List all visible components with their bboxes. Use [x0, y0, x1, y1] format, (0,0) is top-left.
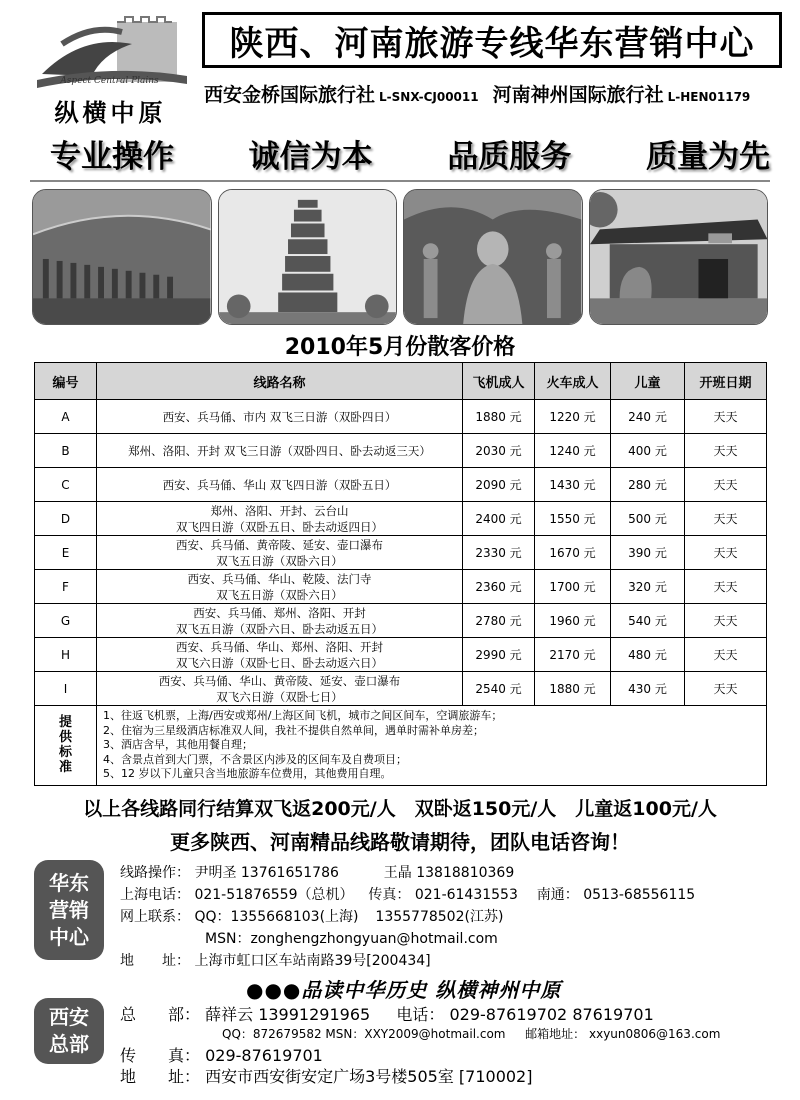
note-item: 4、含景点首到大门票，不含景区内涉及的区间车及自费项目；: [103, 752, 407, 766]
route-name: [97, 434, 463, 468]
child-price: 480 元: [611, 638, 685, 672]
route-line-2: 双飞五日游（双卧六日、卧去动返五日）: [176, 621, 383, 636]
train-adult-price: 1880 元: [535, 672, 611, 706]
photo-strip: [32, 189, 768, 325]
online-contact-line: [120, 906, 503, 926]
route-name: [97, 536, 463, 570]
table-row: [35, 468, 767, 502]
settlement-rebate-text: 以上各线路同行结算双飞返200元/人 双卧返150元/人 儿童返100元/人: [83, 798, 717, 820]
agency-1-name: 西安金桥国际旅行社: [204, 84, 376, 106]
air-adult-price: 2360 元: [463, 570, 535, 604]
route-id: H: [35, 638, 97, 672]
slogans: [50, 130, 770, 176]
air-adult-price: 2330 元: [463, 536, 535, 570]
shanghai-fax: 021-61431553: [414, 887, 518, 903]
promo-text: 更多陕西、河南精品线路敬请期待，团队电话咨询！: [170, 830, 630, 854]
route-line-1: 西安、兵马俑、华山 双飞四日游（双卧五日）: [162, 477, 397, 492]
slogan: 品质服务: [447, 138, 572, 175]
badge-line: 中心: [49, 924, 89, 949]
air-adult-price: 2090 元: [463, 468, 535, 502]
table-row: [35, 638, 767, 672]
train-adult-price: 1220 元: [535, 400, 611, 434]
route-name: [97, 604, 463, 638]
qq-jiangsu: 1355778502(江苏): [375, 909, 504, 925]
train-adult-price: 1670 元: [535, 536, 611, 570]
price-table-title: 2010年5月份散客价格: [284, 335, 516, 360]
route-line-1: 西安、兵马俑、黄帝陵、延安、壶口瀑布: [176, 537, 383, 552]
route-line-2: 双飞四日游（双卧五日、卧去动返四日）: [176, 519, 383, 534]
route-name: [97, 672, 463, 706]
msn-line: [205, 928, 498, 948]
agency-line: [204, 80, 794, 110]
qq-shanghai: QQ：1355668103(上海): [194, 909, 359, 925]
hq-mail: xxyun0806@163.com: [588, 1027, 721, 1041]
hq-label: 总 部：: [120, 1005, 201, 1024]
hq-address-line: [120, 1064, 532, 1087]
ops-person-1: 尹明圣 13761651786: [194, 865, 339, 881]
price-table: [34, 362, 767, 786]
route-id: E: [35, 536, 97, 570]
hq-contact-line: [120, 1002, 654, 1025]
route-id: B: [35, 434, 97, 468]
shanghai-address-line: [120, 950, 431, 970]
air-adult-price: 2030 元: [463, 434, 535, 468]
note-item: 3、酒店含早，其他用餐自理；: [103, 738, 253, 751]
agency-1-code: L-SNX-CJ00011: [379, 90, 479, 104]
air-adult-price: 2400 元: [463, 502, 535, 536]
departure-days: 天天: [685, 434, 767, 468]
child-price: 400 元: [611, 434, 685, 468]
nantong-phone: 0513-68556115: [583, 887, 696, 903]
notes-row: [35, 706, 767, 786]
route-line-1: 西安、兵马俑、华山、乾陵、法门寺: [187, 571, 372, 586]
departure-days: 天天: [685, 638, 767, 672]
address-label: 地 址：: [120, 953, 190, 969]
table-row: [35, 502, 767, 536]
slogan: 诚信为本: [248, 138, 373, 175]
train-adult-price: 1550 元: [535, 502, 611, 536]
note-item: 2、住宿为三星级酒店标准双人间，我社不提供自然单间，遇单时需补单房差；: [103, 723, 484, 737]
hq-address-label: 地 址：: [120, 1067, 201, 1086]
logo-english-name: Aspect Central Plains: [60, 76, 159, 86]
divider: [30, 180, 770, 182]
route-id: C: [35, 468, 97, 502]
hq-online-line: [222, 1025, 720, 1042]
column-header: 火车成人: [535, 363, 611, 400]
train-adult-price: 1430 元: [535, 468, 611, 502]
fax-label: 传真：: [368, 887, 411, 903]
train-adult-price: 1960 元: [535, 604, 611, 638]
route-line-2: 双飞五日游（双卧六日）: [216, 587, 343, 602]
route-name: [97, 638, 463, 672]
terracotta-warriors-photo: [32, 189, 212, 325]
child-price: 240 元: [611, 400, 685, 434]
hq-tel: 029-87619702 87619701: [449, 1005, 654, 1024]
column-header: 飞机成人: [463, 363, 535, 400]
train-adult-price: 1240 元: [535, 434, 611, 468]
note-item: 1、往返飞机票，上海/西安或郑州/上海区间飞机，城市之间区间车，空调旅游车；: [103, 709, 503, 722]
notes-label-cell: [35, 706, 97, 786]
departure-days: 天天: [685, 536, 767, 570]
phone-label: 上海电话：: [120, 887, 190, 903]
hq-qq-msn: QQ：872679582 MSN：XXY2009@hotmail.com: [222, 1027, 506, 1041]
departure-days: 天天: [685, 672, 767, 706]
agency-2-code: L-HEN01179: [667, 90, 751, 104]
route-line-1: 郑州、洛阳、开封、云台山: [210, 503, 349, 518]
air-adult-price: 2780 元: [463, 604, 535, 638]
badge-line: 营销: [49, 897, 89, 922]
air-adult-price: 2990 元: [463, 638, 535, 672]
column-header: 编号: [35, 363, 97, 400]
xian-hq-badge: [34, 998, 104, 1064]
child-price: 500 元: [611, 502, 685, 536]
badge-line: 西安: [49, 1005, 89, 1029]
route-line-2: 双飞六日游（双卧七日、卧去动返六日）: [176, 655, 383, 670]
route-line-2: 双飞五日游（双卧六日）: [216, 553, 343, 568]
msn-contact: MSN：zonghengzhongyuan@hotmail.com: [205, 931, 498, 947]
route-id: F: [35, 570, 97, 604]
brand-motto: ●●●品读中华历史 纵横神州中原: [246, 978, 562, 1002]
route-line-1: 西安、兵马俑、市内 双飞三日游（双卧四日）: [162, 409, 397, 424]
nantong-label: 南通：: [536, 887, 579, 903]
note-item: 5、12 岁以下儿童只含当地旅游车位费用，其他费用自理。: [103, 767, 392, 780]
table-row: [35, 570, 767, 604]
departure-days: 天天: [685, 502, 767, 536]
hq-mail-label: 邮箱地址：: [525, 1027, 586, 1041]
route-line-2: 双飞六日游（双卧七日）: [216, 689, 343, 704]
big-wild-goose-pagoda-photo: [218, 189, 398, 325]
air-adult-price: 2540 元: [463, 672, 535, 706]
shanghai-address: 上海市虹口区车站南路39号[200434]: [194, 953, 431, 969]
route-line-1: 西安、兵马俑、华山、黄帝陵、延安、壶口瀑布: [158, 673, 401, 688]
route-name: [97, 468, 463, 502]
table-row: [35, 604, 767, 638]
table-row: [35, 672, 767, 706]
departure-days: 天天: [685, 400, 767, 434]
table-row: [35, 536, 767, 570]
hq-person: 薛祥云 13991291965: [205, 1005, 371, 1024]
badge-line: 华东: [49, 870, 89, 895]
child-price: 390 元: [611, 536, 685, 570]
column-header: 线路名称: [97, 363, 463, 400]
slogan: 专业操作: [50, 138, 174, 175]
route-id: A: [35, 400, 97, 434]
route-name: [97, 570, 463, 604]
column-header: 开班日期: [685, 363, 767, 400]
shanghai-phone: 021-51876559（总机）: [194, 887, 354, 903]
departure-days: 天天: [685, 570, 767, 604]
page-title: 陕西、河南旅游专线华东营销中心: [202, 12, 782, 68]
hq-fax-label: 传 真：: [120, 1046, 201, 1065]
online-label: 网上联系：: [120, 909, 190, 925]
table-row: [35, 434, 767, 468]
notes-label: 提供标准: [58, 715, 72, 776]
hq-fax-line: [120, 1043, 323, 1066]
longmen-grottoes-photo: [403, 189, 583, 325]
east-office-badge: [34, 860, 104, 960]
route-line-1: 西安、兵马俑、郑州、洛阳、开封: [193, 605, 366, 620]
route-name: [97, 502, 463, 536]
shaolin-temple-photo: [589, 189, 769, 325]
departure-days: 天天: [685, 604, 767, 638]
route-id: D: [35, 502, 97, 536]
hq-fax: 029-87619701: [205, 1046, 323, 1065]
slogan: 质量为先: [645, 138, 770, 175]
air-adult-price: 1880 元: [463, 400, 535, 434]
child-price: 430 元: [611, 672, 685, 706]
table-header-row: [35, 363, 767, 400]
hq-address: 西安市西安街安定广场3号楼505室 [710002]: [205, 1067, 533, 1086]
departure-days: 天天: [685, 468, 767, 502]
child-price: 280 元: [611, 468, 685, 502]
hq-tel-label: 电话：: [396, 1005, 445, 1024]
route-name: [97, 400, 463, 434]
column-header: 儿童: [611, 363, 685, 400]
route-line-1: 西安、兵马俑、华山、郑州、洛阳、开封: [176, 639, 383, 654]
logo-chinese-name: 纵横中原: [54, 99, 167, 127]
agency-2-name: 河南神州国际旅行社: [492, 84, 664, 106]
route-line-1: 郑州、洛阳、开封 双飞三日游（双卧四日、卧去动返三天）: [128, 443, 431, 458]
table-row: [35, 400, 767, 434]
child-price: 320 元: [611, 570, 685, 604]
train-adult-price: 1700 元: [535, 570, 611, 604]
notes-list: [97, 706, 766, 785]
shanghai-phone-line: [120, 884, 695, 904]
ops-label: 线路操作：: [120, 865, 190, 881]
child-price: 540 元: [611, 604, 685, 638]
badge-line: 总部: [49, 1032, 89, 1056]
train-adult-price: 2170 元: [535, 638, 611, 672]
route-id: I: [35, 672, 97, 706]
ops-person-2: 王晶 13818810369: [383, 865, 515, 881]
route-id: G: [35, 604, 97, 638]
notes-cell: [97, 706, 767, 786]
ops-contact-line: [120, 862, 514, 882]
